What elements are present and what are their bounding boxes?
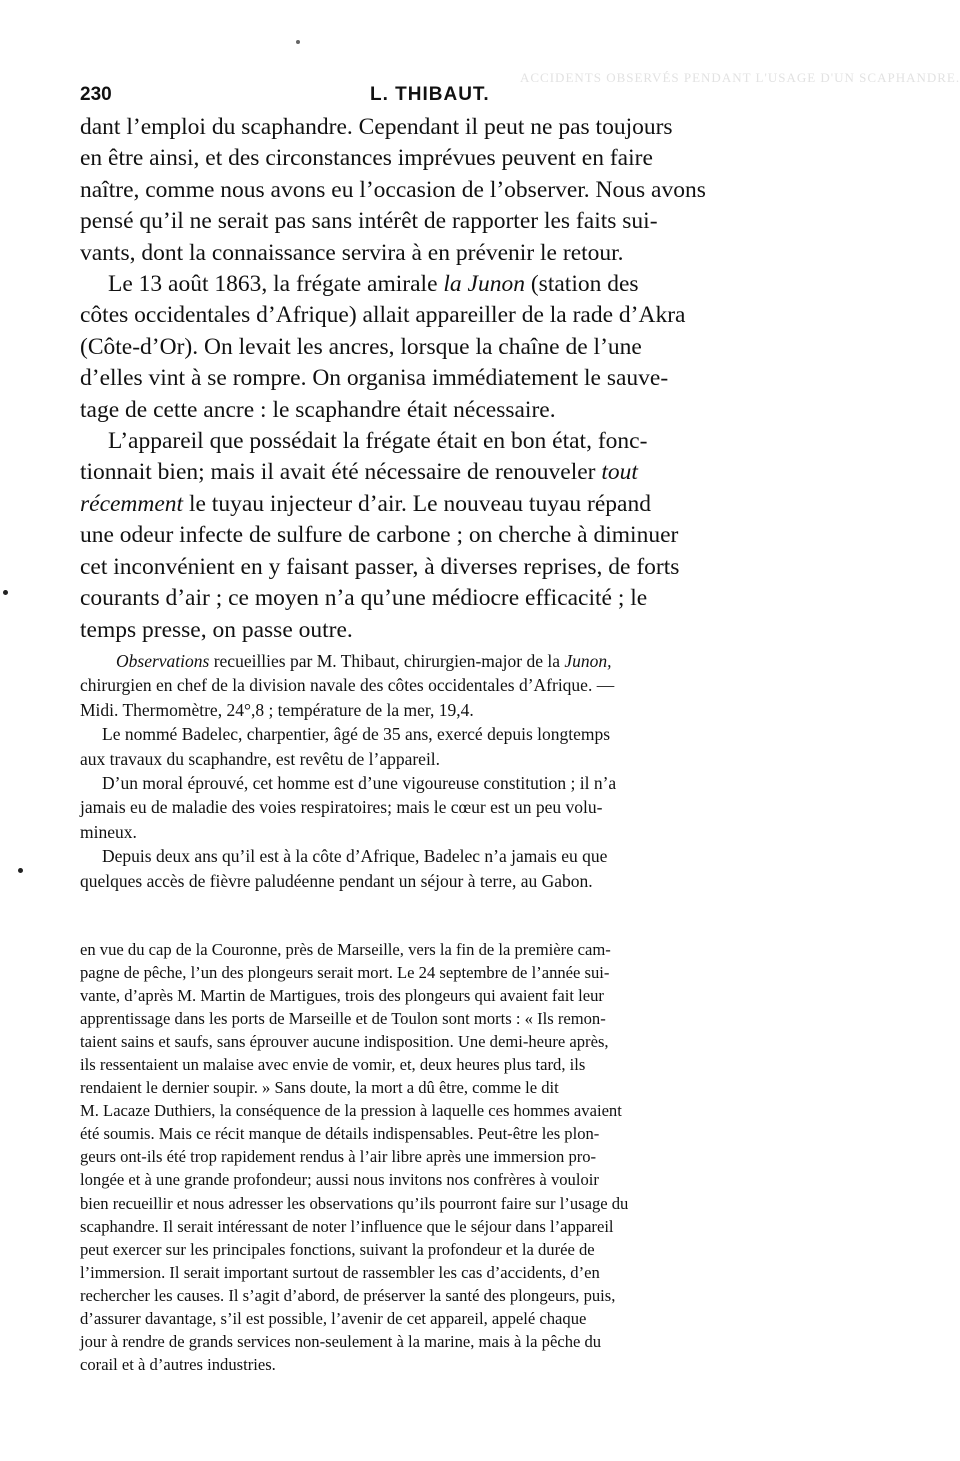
text-line: Depuis deux ans qu’il est à la côte d’Afrique, Badelec n’a jamais eu que — [102, 846, 608, 867]
text-line: (Côte-d’Or). On levait les ancres, lorsque la chaîne de l’une — [80, 333, 642, 360]
text-line: aux travaux du scaphandre, est revêtu de l’appareil. — [80, 748, 441, 769]
text-line: Midi. Thermomètre, 24°,8 ; température de la mer, 19,4. — [80, 699, 474, 720]
text-line: jamais eu de maladie des voies respiratoires; mais le cœur est un peu volu- — [80, 797, 603, 818]
ship-name: Junon, — [564, 651, 612, 671]
footnote-block — [80, 938, 786, 1376]
footnote-line: jour à rendre de grands services non-seulement à la marine, mais à la pêche du — [80, 1331, 602, 1351]
footnote-line: longée et à une grande profondeur; aussi nous invitons nos confrères à vouloir — [80, 1170, 599, 1190]
footnote-line: bien recueillir et nous adresser les observations qu’ils pourront faire sur l’usage du — [80, 1193, 629, 1213]
text-line: une odeur infecte de sulfure de carbone ; on cherche à diminuer — [80, 522, 679, 549]
text-segment: Le 13 août 1863, la frégate amirale — [108, 271, 444, 298]
text-segment: recueillies par M. Thibaut, chirurgien-major de la — [209, 651, 565, 671]
ink-speck — [296, 40, 300, 44]
main-paragraphs — [80, 112, 786, 646]
text-line: cet inconvénient en y faisant passer, à diverses reprises, de forts — [80, 553, 680, 580]
text-line: chirurgien en chef de la division navale des côtes occidentales d’Afrique. — — [80, 675, 615, 696]
text-line: vants, dont la connaissance servira à en prévenir le retour. — [80, 239, 624, 266]
observations-lead: Observations — [116, 651, 210, 671]
text-segment: (station des — [524, 271, 639, 298]
footnote-line: apprentissage dans les ports de Marseille et de Toulon sont morts : « Ils remon- — [80, 1009, 606, 1029]
footnote-line: peut exercer sur les principales fonctions, suivant la profondeur et la durée de — [80, 1239, 595, 1259]
footnote-line: rendaient le dernier soupir. » Sans doute, la mort a dû être, comme le dit — [80, 1078, 559, 1098]
text-line: tage de cette ancre : le scaphandre était nécessaire. — [80, 396, 556, 423]
ink-speck — [18, 868, 23, 873]
text-line: côtes occidentales d’Afrique) allait appareiller de la rade d’Akra — [80, 302, 686, 329]
bleed-through-text: ACCIDENTS OBSERVÉS PENDANT L'USAGE D'UN SCAPHANDRE. — [520, 70, 960, 85]
emphasis-text: tout — [601, 459, 638, 486]
footnote-line: scaphandre. Il serait intéressant de noter l’influence que le séjour dans l’appareil — [80, 1216, 614, 1236]
text-line — [80, 457, 786, 488]
footnote-line: pagne de pêche, l’un des plongeurs serait mort. Le 24 septembre de l’année sui- — [80, 963, 610, 983]
text-line — [80, 489, 786, 520]
running-title: L. THIBAUT. — [370, 84, 490, 105]
ship-name: la Junon — [443, 271, 525, 298]
footnote-line: l’immersion. Il serait important surtout de rassembler les cas d’accidents, d’en — [80, 1262, 600, 1282]
text-line: quelques accès de fièvre paludéenne pendant un séjour à terre, au Gabon. — [80, 870, 593, 891]
footnote-line: corail et à d’autres industries. — [80, 1354, 276, 1374]
text-segment: le tuyau injecteur d’air. Le nouveau tuyau répand — [183, 490, 651, 517]
page-header — [80, 84, 720, 108]
observations-block — [80, 649, 786, 893]
page-number: 230 — [80, 84, 112, 105]
text-line: pensé qu’il ne serait pas sans intérêt de rapporter les faits sui- — [80, 208, 658, 235]
ink-speck — [3, 590, 8, 595]
footnote-line: rechercher les causes. Il s’agit d’abord, de préserver la santé des plongeurs, puis, — [80, 1285, 616, 1305]
footnote-line: taient sains et saufs, sans éprouver aucune indisposition. Une demi-heure après, — [80, 1032, 609, 1052]
text-line: naître, comme nous avons eu l’occasion de l’observer. Nous avons — [80, 176, 706, 203]
text-line: mineux. — [80, 821, 137, 842]
text-line: L’appareil que possédait la frégate était en bon état, fonc- — [108, 428, 648, 455]
text-line: d’elles vint à se rompre. On organisa immédiatement le sauve- — [80, 365, 669, 392]
text-line: en être ainsi, et des circonstances imprévues peuvent en faire — [80, 145, 653, 172]
footnote-line: en vue du cap de la Couronne, près de Marseille, vers la fin de la première cam- — [80, 940, 611, 959]
footnote-line: M. Lacaze Duthiers, la conséquence de la pression à laquelle ces hommes avaient — [80, 1101, 622, 1121]
text-line — [80, 649, 786, 673]
text-line: dant l’emploi du scaphandre. Cependant il peut ne pas toujours — [80, 114, 673, 140]
footnote-line: d’assurer davantage, s’il est possible, l’avenir de cet appareil, appelé chaque — [80, 1308, 587, 1328]
text-line: temps presse, on passe outre. — [80, 616, 353, 643]
footnote-line: ils ressentaient un malaise avec envie de vomir, et, deux heures plus tard, ils — [80, 1055, 586, 1075]
footnote-line: été soumis. Mais ce récit manque de détails indispensables. Peut-être les plon- — [80, 1124, 600, 1144]
text-line: courants d’air ; ce moyen n’a qu’une médiocre efficacité ; le — [80, 585, 648, 612]
footnote-line: geurs ont-ils été trop rapidement rendus à l’air libre après une immersion pro- — [80, 1147, 597, 1167]
text-line: D’un moral éprouvé, cet homme est d’une vigoureuse constitution ; il n’a — [102, 773, 617, 794]
text-line: Le nommé Badelec, charpentier, âgé de 35 ans, exercé depuis longtemps — [102, 724, 611, 745]
text-line — [80, 269, 786, 300]
text-segment: tionnait bien; mais il avait été nécessaire de renouveler — [80, 459, 602, 486]
emphasis-text: récemment — [80, 490, 184, 517]
footnote-line: vante, d’après M. Martin de Martigues, trois des plongeurs qui avaient fait leur — [80, 986, 604, 1006]
